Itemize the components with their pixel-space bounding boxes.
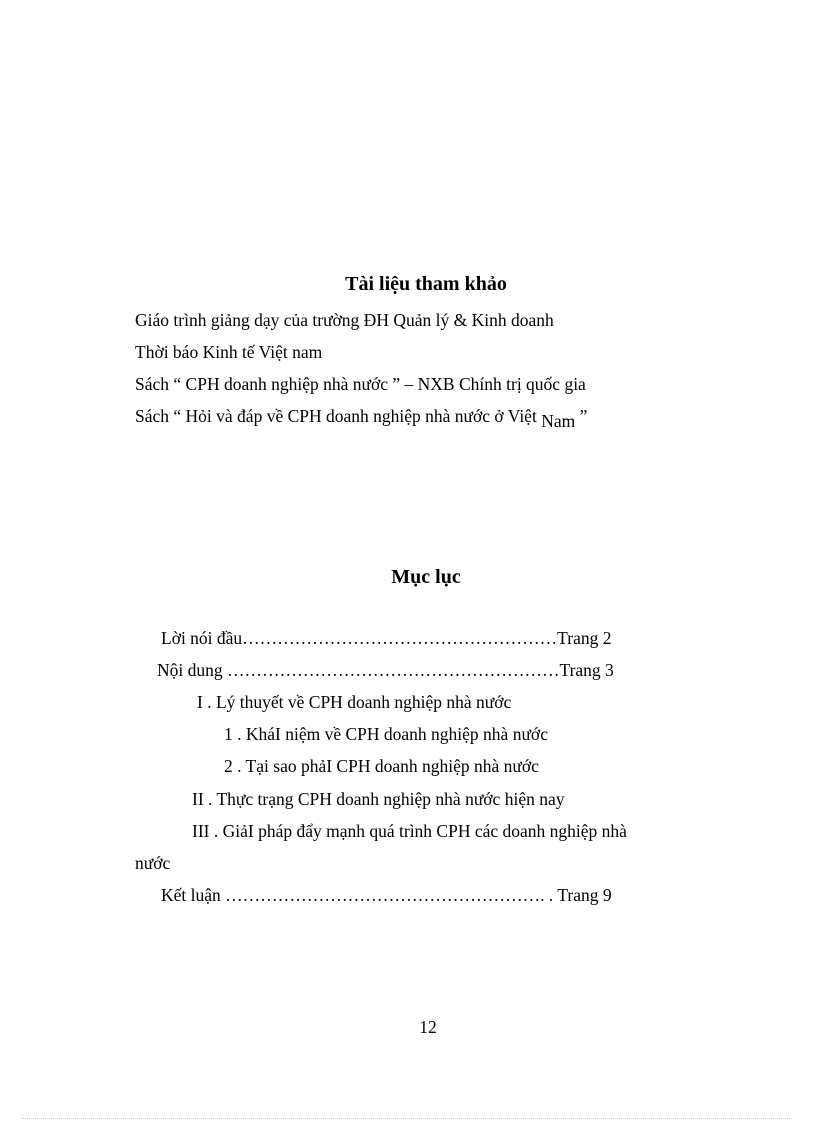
toc-entry-section-1: I . Lý thuyết về CPH doanh nghiệp nhà nước xyxy=(197,692,512,712)
page-bottom-divider xyxy=(22,1118,792,1119)
toc-entry-section-3: III . GiảI pháp đẩy mạnh quá trình CPH các doanh nghiệp nhà xyxy=(192,821,627,841)
toc-entry-introduction: Lời nói đầu………………………………………………Trang 2 xyxy=(161,628,612,648)
toc-entry-conclusion: Kết luận ………………………………………………. . Trang 9 xyxy=(161,885,612,905)
toc-entry-subsection-1-2: 2 . Tại sao phảI CPH doanh nghiệp nhà nước xyxy=(224,756,539,776)
page-number: 12 xyxy=(419,1017,437,1037)
reference-item xyxy=(135,406,588,431)
toc-heading: Mục lục xyxy=(391,566,461,588)
reference-item-lowered-word: Nam xyxy=(541,411,576,431)
references-heading: Tài liệu tham khảo xyxy=(345,273,507,295)
reference-item-tail: ” xyxy=(575,406,588,426)
reference-item: Thời báo Kinh tế Việt nam xyxy=(135,342,323,362)
reference-item: Giáo trình giảng dạy của trường ĐH Quản lý & Kinh doanh xyxy=(135,310,554,330)
toc-entry-subsection-1-1: 1 . KháI niệm về CPH doanh nghiệp nhà nước xyxy=(224,724,548,744)
toc-entry-section-2: II . Thực trạng CPH doanh nghiệp nhà nước hiện nay xyxy=(192,789,565,809)
toc-entry-section-3-continued: nước xyxy=(135,853,171,873)
reference-item: Sách “ CPH doanh nghiệp nhà nước ” – NXB Chính trị quốc gia xyxy=(135,374,586,394)
reference-item-main: Sách “ Hỏi và đáp về CPH doanh nghiệp nhà nước ở Việt xyxy=(135,406,542,426)
toc-entry-content: Nội dung …………………………………………………Trang 3 xyxy=(157,660,614,680)
